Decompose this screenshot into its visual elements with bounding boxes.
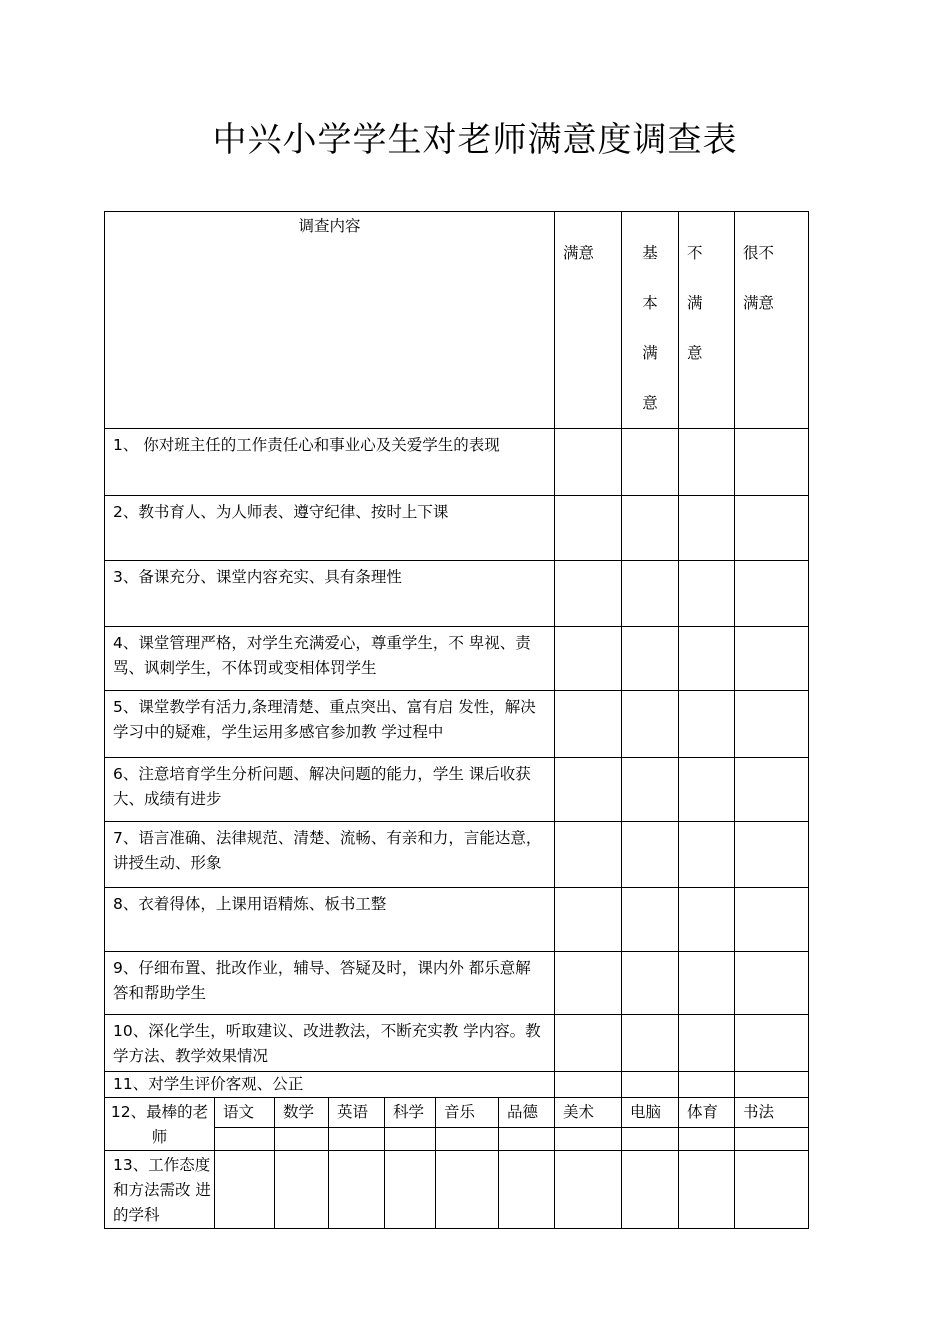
question-text: 6、注意培育学生分析问题、解决问题的能力，学生 课后收获大、成绩有进步	[105, 758, 555, 822]
page-title: 中兴小学学生对老师满意度调查表	[212, 120, 738, 160]
subject-label: 英语	[329, 1098, 385, 1128]
rating-cell[interactable]	[555, 952, 622, 1015]
question-text: 10、深化学生，听取建议、改进教法，不断充实教 学内容。教学方法、教学效果情况	[105, 1015, 555, 1072]
question-text: 8、衣着得体，上课用语精炼、板书工整	[105, 888, 555, 952]
rating-cell[interactable]	[735, 952, 809, 1015]
header-not-satisfied: 不 满 意	[679, 212, 735, 429]
header-row	[105, 212, 809, 429]
rating-cell[interactable]	[735, 1072, 809, 1098]
improve-cell[interactable]	[679, 1151, 735, 1229]
rating-cell[interactable]	[679, 758, 735, 822]
rating-cell[interactable]	[555, 758, 622, 822]
rating-cell[interactable]	[679, 952, 735, 1015]
question-text: 3、备课充分、课堂内容充实、具有条理性	[105, 561, 555, 627]
table-row	[105, 1072, 809, 1098]
rating-cell[interactable]	[679, 561, 735, 627]
table-row	[105, 429, 809, 496]
question-text: 1、 你对班主任的工作责任心和事业心及关爱学生的表现	[105, 429, 555, 496]
rating-cell[interactable]	[622, 429, 679, 496]
rating-cell[interactable]	[555, 1015, 622, 1072]
table-row	[105, 822, 809, 888]
rating-cell[interactable]	[679, 496, 735, 561]
table-row	[105, 561, 809, 627]
subject-label: 美术	[555, 1098, 622, 1128]
best-teacher-cell[interactable]	[385, 1128, 436, 1151]
table-row	[105, 888, 809, 952]
question-text: 4、课堂管理严格，对学生充满爱心，尊重学生，不 卑视、责骂、讽刺学生，不体罚或变相体罚学生	[105, 627, 555, 691]
subject-label: 体育	[679, 1098, 735, 1128]
subject-label: 语文	[215, 1098, 275, 1128]
rating-cell[interactable]	[555, 627, 622, 691]
best-teacher-label: 12、最棒的老师	[105, 1098, 215, 1151]
rating-cell[interactable]	[622, 1015, 679, 1072]
improve-cell[interactable]	[735, 1151, 809, 1229]
rating-cell[interactable]	[622, 561, 679, 627]
best-teacher-cell[interactable]	[329, 1128, 385, 1151]
best-teacher-cell[interactable]	[436, 1128, 499, 1151]
rating-cell[interactable]	[622, 952, 679, 1015]
rating-cell[interactable]	[679, 888, 735, 952]
subject-label: 数学	[275, 1098, 329, 1128]
rating-cell[interactable]	[622, 691, 679, 758]
rating-cell[interactable]	[622, 496, 679, 561]
rating-cell[interactable]	[555, 888, 622, 952]
rating-cell[interactable]	[735, 561, 809, 627]
rating-cell[interactable]	[679, 429, 735, 496]
subject-label: 品德	[499, 1098, 555, 1128]
table-row	[105, 952, 809, 1015]
best-teacher-cell[interactable]	[735, 1128, 809, 1151]
rating-cell[interactable]	[735, 429, 809, 496]
best-teacher-cell[interactable]	[275, 1128, 329, 1151]
improve-cell[interactable]	[436, 1151, 499, 1229]
rating-cell[interactable]	[735, 758, 809, 822]
rating-cell[interactable]	[622, 1072, 679, 1098]
question-text: 2、教书育人、为人师表、遵守纪律、按时上下课	[105, 496, 555, 561]
improve-cell[interactable]	[215, 1151, 275, 1229]
rating-cell[interactable]	[735, 822, 809, 888]
rating-cell[interactable]	[555, 496, 622, 561]
subject-label: 音乐	[436, 1098, 499, 1128]
rating-cell[interactable]	[735, 496, 809, 561]
best-teacher-cell[interactable]	[555, 1128, 622, 1151]
improve-cell[interactable]	[555, 1151, 622, 1229]
rating-cell[interactable]	[679, 627, 735, 691]
question-text: 11、对学生评价客观、公正	[105, 1072, 555, 1098]
question-text: 9、仔细布置、批改作业，辅导、答疑及时，课内外 都乐意解答和帮助学生	[105, 952, 555, 1015]
rating-cell[interactable]	[555, 691, 622, 758]
subjects-row	[105, 1098, 809, 1128]
best-teacher-cell[interactable]	[622, 1128, 679, 1151]
rating-cell[interactable]	[555, 429, 622, 496]
rating-cell[interactable]	[555, 1072, 622, 1098]
table-row	[105, 496, 809, 561]
rating-cell[interactable]	[555, 561, 622, 627]
table-row	[105, 627, 809, 691]
rating-cell[interactable]	[622, 758, 679, 822]
improve-cell[interactable]	[275, 1151, 329, 1229]
rating-cell[interactable]	[622, 822, 679, 888]
rating-cell[interactable]	[622, 627, 679, 691]
question-text: 5、课堂教学有活力,条理清楚、重点突出、富有启 发性，解决学习中的疑难，学生运用多感官参加教 学过程中	[105, 691, 555, 758]
header-content: 调查内容	[105, 212, 555, 429]
rating-cell[interactable]	[735, 691, 809, 758]
rating-cell[interactable]	[679, 1072, 735, 1098]
header-satisfied: 满意	[555, 212, 622, 429]
table-row	[105, 758, 809, 822]
rating-cell[interactable]	[679, 691, 735, 758]
subject-label: 书法	[735, 1098, 809, 1128]
improve-cell[interactable]	[499, 1151, 555, 1229]
rating-cell[interactable]	[555, 822, 622, 888]
header-basic-satisfied: 基 本 满 意	[622, 212, 679, 429]
rating-cell[interactable]	[735, 888, 809, 952]
improve-cell[interactable]	[329, 1151, 385, 1229]
improve-subject-label: 13、工作态度 和方法需改 进的学科	[105, 1151, 215, 1229]
rating-cell[interactable]	[679, 822, 735, 888]
rating-cell[interactable]	[735, 627, 809, 691]
best-teacher-cell[interactable]	[499, 1128, 555, 1151]
rating-cell[interactable]	[622, 888, 679, 952]
header-very-unsatisfied: 很不 满意	[735, 212, 809, 429]
subject-label: 电脑	[622, 1098, 679, 1128]
best-teacher-cell[interactable]	[215, 1128, 275, 1151]
improve-row	[105, 1151, 809, 1229]
rating-cell[interactable]	[679, 1015, 735, 1072]
question-text: 7、语言准确、法律规范、清楚、流畅、有亲和力，言能达意，讲授生动、形象	[105, 822, 555, 888]
subject-label: 科学	[385, 1098, 436, 1128]
improve-cell[interactable]	[385, 1151, 436, 1229]
survey-table	[104, 211, 809, 1229]
improve-cell[interactable]	[622, 1151, 679, 1229]
best-teacher-cell[interactable]	[679, 1128, 735, 1151]
table-row	[105, 691, 809, 758]
table-row	[105, 1015, 809, 1072]
rating-cell[interactable]	[735, 1015, 809, 1072]
